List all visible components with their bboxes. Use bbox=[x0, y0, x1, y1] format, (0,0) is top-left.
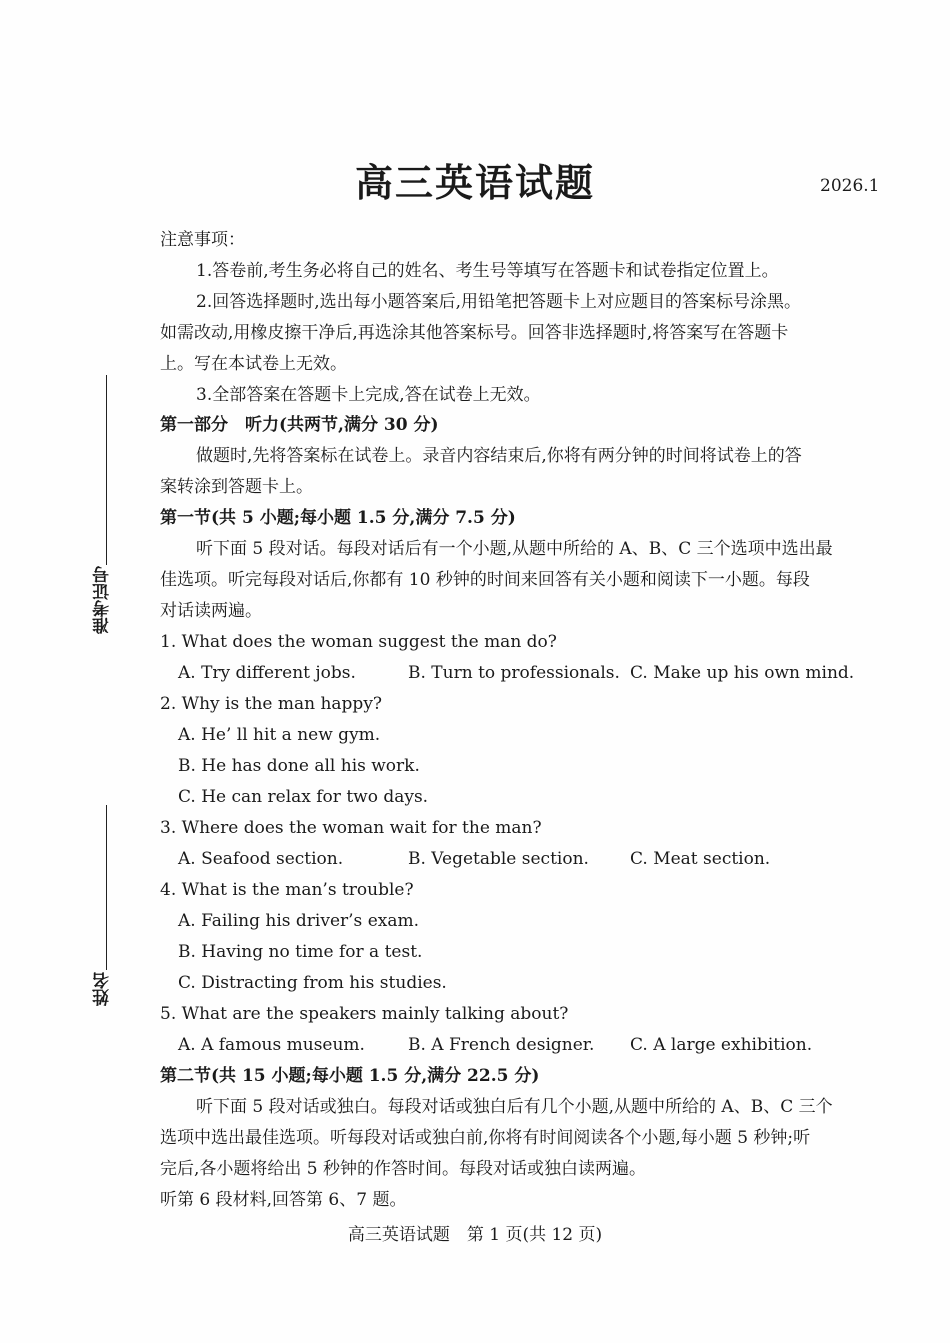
question-2-option-c: C. He can relax for two days. bbox=[178, 787, 429, 807]
section-2-intro-line-1: 听下面 5 段对话或独白。每段对话或独白后有几个小题,从题中所给的 A、B、C 三个 bbox=[196, 1097, 833, 1117]
part-1-intro-line-1: 做题时,先将答案标在试卷上。录音内容结束后,你将有两分钟的时间将试卷上的答 bbox=[196, 446, 802, 466]
question-2-option-b: B. He has done all his work. bbox=[178, 756, 420, 776]
question-5-option-a: A. A famous museum. bbox=[178, 1035, 365, 1055]
page-title: 高三英语试题 bbox=[354, 160, 595, 205]
question-3-option-b: B. Vegetable section. bbox=[408, 849, 589, 869]
section-2-material: 听第 6 段材料,回答第 6、7 题。 bbox=[160, 1190, 407, 1210]
question-3-option-c: C. Meat section. bbox=[630, 849, 771, 869]
question-2-stem: 2. Why is the man happy? bbox=[160, 694, 383, 714]
question-5-stem: 5. What are the speakers mainly talking about? bbox=[160, 1004, 569, 1024]
question-4-option-c: C. Distracting from his studies. bbox=[178, 973, 447, 993]
part-1-intro-line-2: 案转涂到答题卡上。 bbox=[160, 477, 313, 497]
question-4-option-b: B. Having no time for a test. bbox=[178, 942, 423, 962]
notice-item-3: 3.全部答案在答题卡上完成,答在试卷上无效。 bbox=[196, 385, 541, 405]
exam-id-line bbox=[106, 375, 107, 565]
section-1-intro-line-3: 对话读两遍。 bbox=[160, 601, 262, 621]
question-3-option-a: A. Seafood section. bbox=[178, 849, 344, 869]
exam-id-label: 准考证号 bbox=[93, 566, 113, 634]
notice-item-2-line-1: 2.回答选择题时,选出每小题答案后,用铅笔把答题卡上对应题目的答案标号涂黑。 bbox=[196, 292, 802, 312]
notice-item-2-line-2: 如需改动,用橡皮擦干净后,再选涂其他答案标号。回答非选择题时,将答案写在答题卡 bbox=[160, 323, 789, 343]
question-1-option-b: B. Turn to professionals. bbox=[408, 663, 620, 683]
name-label: 姓名 bbox=[93, 972, 113, 1006]
question-1-option-c: C. Make up his own mind. bbox=[630, 663, 855, 683]
question-5-option-b: B. A French designer. bbox=[408, 1035, 595, 1055]
section-2-heading: 第二节(共 15 小题;每小题 1.5 分,满分 22.5 分) bbox=[160, 1066, 540, 1086]
section-1-intro-line-2: 佳选项。听完每段对话后,你都有 10 秒钟的时间来回答有关小题和阅读下一小题。每段 bbox=[160, 570, 810, 590]
notice-heading: 注意事项： bbox=[160, 230, 245, 250]
name-line bbox=[106, 805, 107, 970]
section-1-intro-line-1: 听下面 5 段对话。每段对话后有一个小题,从题中所给的 A、B、C 三个选项中选出最 bbox=[196, 539, 833, 559]
notice-item-1: 1.答卷前,考生务必将自己的姓名、考生号等填写在答题卡和试卷指定位置上。 bbox=[196, 261, 779, 281]
question-1-option-a: A. Try different jobs. bbox=[178, 663, 356, 683]
part-1-heading: 第一部分 听力(共两节,满分 30 分) bbox=[160, 415, 439, 435]
question-4-option-a: A. Failing his driver’s exam. bbox=[178, 911, 419, 931]
section-1-heading: 第一节(共 5 小题;每小题 1.5 分,满分 7.5 分) bbox=[160, 508, 516, 528]
notice-item-2-line-3: 上。写在本试卷上无效。 bbox=[160, 354, 347, 374]
question-5-option-c: C. A large exhibition. bbox=[630, 1035, 813, 1055]
exam-date: 2026.1 bbox=[820, 176, 880, 196]
question-4-stem: 4. What is the man’s trouble? bbox=[160, 880, 414, 900]
question-3-stem: 3. Where does the woman wait for the man? bbox=[160, 818, 542, 838]
section-2-intro-line-2: 选项中选出最佳选项。听每段对话或独白前,你将有时间阅读各个小题,每小题 5 秒钟;听 bbox=[160, 1128, 811, 1148]
page-footer: 高三英语试题 第 1 页(共 12 页) bbox=[347, 1225, 603, 1245]
question-1-stem: 1. What does the woman suggest the man do? bbox=[160, 632, 557, 652]
question-2-option-a: A. He’ ll hit a new gym. bbox=[178, 725, 381, 745]
section-2-intro-line-3: 完后,各小题将给出 5 秒钟的作答时间。每段对话或独白读两遍。 bbox=[160, 1159, 647, 1179]
